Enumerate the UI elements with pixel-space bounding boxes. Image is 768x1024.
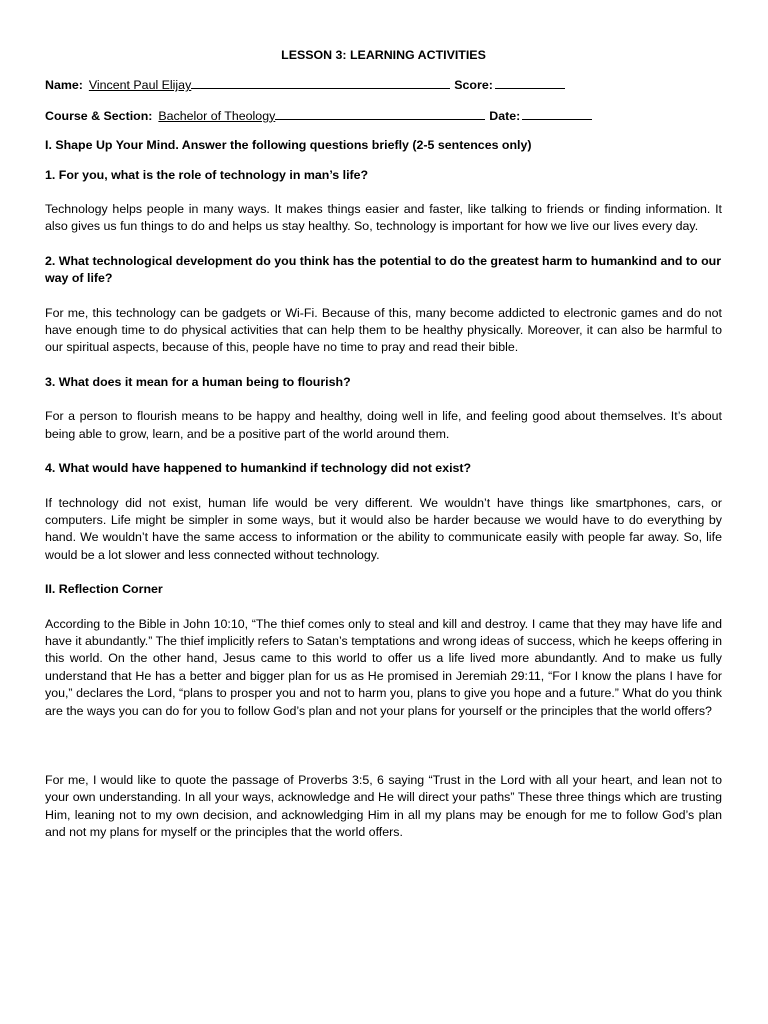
part1-heading: I. Shape Up Your Mind. Answer the following questions briefly (2-5 sentences only) bbox=[45, 138, 532, 153]
answer-3: For a person to flourish means to be happy and healthy, doing well in life, and feeling good about themselves. It’s about being able to grow, learn, and be a positive part of the world around them. bbox=[45, 409, 722, 441]
course-underline bbox=[275, 107, 485, 120]
name-underline bbox=[191, 76, 450, 89]
question-4: 4. What would have happened to humankind if technology did not exist? bbox=[45, 461, 472, 476]
name-label: Name: bbox=[45, 78, 83, 93]
answer-1: Technology helps people in many ways. It makes things easier and faster, like talking to friends or finding information. It also gives us fun things to do and helps us stay healthy. So, technology is important for how we live our lives every day. bbox=[45, 202, 722, 234]
date-label: Date: bbox=[489, 108, 521, 123]
date-blank bbox=[522, 107, 592, 120]
question-3: 3. What does it mean for a human being to flourish? bbox=[45, 374, 351, 389]
course-label: Course & Section: bbox=[45, 108, 153, 123]
part2-heading: II. Reflection Corner bbox=[45, 582, 163, 597]
question-2: 2. What technological development do you think has the potential to do the greatest harm to humankind and to our way of life? bbox=[45, 253, 722, 286]
reflection-answer: For me, I would like to quote the passage of Proverbs 3:5, 6 saying “Trust in the Lord with all your heart, and lean not to your own understanding. In all your ways, acknowledge and He will direct your paths” These three things which are trusting Him, leaning not to my own decision, and acknowledging Him in all my plans may be enough for me to follow God’s plan and not my plans for myself or the principles that the world offers. bbox=[45, 772, 722, 840]
name-value: Vincent Paul Elijay bbox=[88, 78, 192, 93]
answer-4: If technology did not exist, human life would be very different. We wouldn’t have things like smartphones, cars, or computers. Life might be simpler in some ways, but it would also be harder because we would have to do everything by hand. We wouldn’t have the same access to information or the ability to communicate easily with people far away. So, life would be a lot slower and less connected without technology. bbox=[45, 495, 722, 562]
score-label: Score: bbox=[454, 78, 493, 93]
document-page bbox=[45, 47, 722, 859]
name-row bbox=[45, 76, 722, 94]
score-blank bbox=[495, 76, 565, 89]
course-row bbox=[45, 107, 722, 125]
course-value: Bachelor of Theology bbox=[158, 108, 276, 123]
answer-2: For me, this technology can be gadgets or Wi-Fi. Because of this, many become addicted to electronic games and do not have enough time to do physical activities that can help them to be healthy physically. Moreover, it can also be harmful to our spiritual aspects, because of this, people have no time to pray and read their bible. bbox=[45, 305, 722, 355]
reflection-prompt: According to the Bible in John 10:10, “The thief comes only to steal and kill and destroy. I came that they may have life and have it abundantly.” The thief implicitly refers to Satan’s temptations and wrong ideas of success, which he keeps offering in this world. On the other hand, Jesus came to this world to offer us a life lived more abundantly. And to make us fully understand that He has a better and bigger plan for us as He promised in Jeremiah 29:11, “For I know the plans I have for you,” declares the Lord, “plans to prosper you and not to harm you, plans to give you hope and a future.” What do you think are the ways you can do for you to follow God’s plan and not your plans for yourself or the principles that the world offers? bbox=[45, 616, 722, 718]
document-title: LESSON 3: LEARNING ACTIVITIES bbox=[281, 48, 486, 62]
question-1: 1. For you, what is the role of technology in man’s life? bbox=[45, 167, 369, 182]
